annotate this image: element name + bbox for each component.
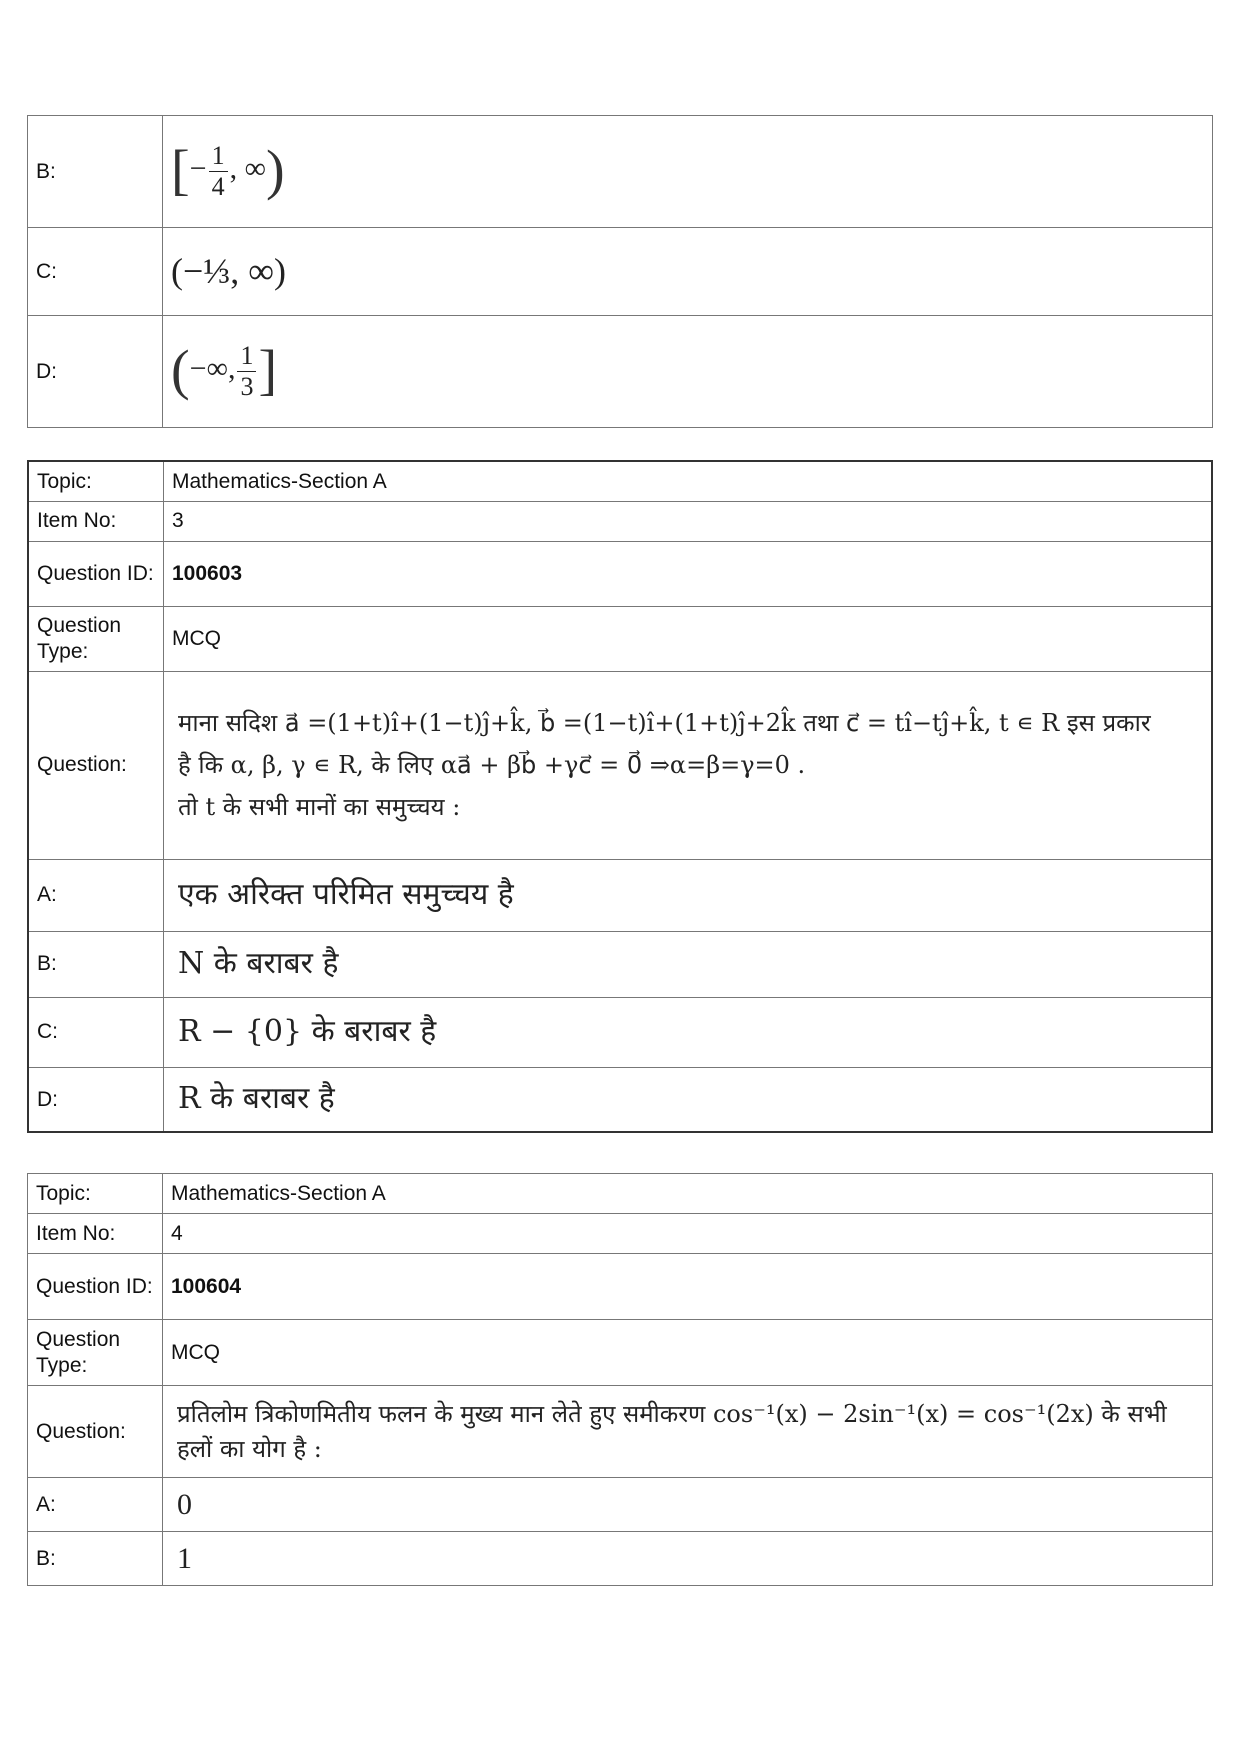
prev-question-options-table [27, 115, 1213, 428]
question-label: Question: [28, 671, 164, 859]
option-row-d [28, 316, 1213, 428]
interval-expression: (−⅓, ∞) [171, 250, 286, 291]
question-type-value: MCQ [163, 1320, 1213, 1386]
topic-label: Topic: [28, 461, 164, 501]
option-value: N के बराबर है [164, 931, 1213, 997]
question-row [28, 671, 1212, 859]
topic-label: Topic: [28, 1174, 163, 1214]
item-value: 3 [164, 501, 1213, 541]
question-type-row [28, 1320, 1213, 1386]
option-row-c [28, 228, 1213, 316]
option-row-d [28, 1067, 1212, 1132]
question-id-value: 100603 [164, 541, 1213, 606]
question-line: है कि α, β, γ ∊ R, के लिए αa⃗ + βb⃗ +γc⃗ = 0⃗ ⇒α=β=γ=0 . [178, 751, 806, 779]
option-value: 0 [163, 1478, 1213, 1532]
question-type-value: MCQ [164, 606, 1213, 671]
option-label: A: [28, 1478, 163, 1532]
interval-expression: (−∞, $\frac{1}{3}$ ] [171, 339, 278, 402]
topic-value: Mathematics-Section A [164, 461, 1213, 501]
option-value [163, 228, 1213, 316]
item-value: 4 [163, 1214, 1213, 1254]
question-type-row [28, 606, 1212, 671]
option-row-b [28, 1532, 1213, 1586]
option-row-b [28, 116, 1213, 228]
question-id-row [28, 1254, 1213, 1320]
question-type-label: Question Type: [28, 1320, 163, 1386]
option-label: D: [28, 316, 163, 428]
item-row [28, 501, 1212, 541]
option-row-a [28, 1478, 1213, 1532]
option-label: C: [28, 228, 163, 316]
item-row [28, 1214, 1213, 1254]
question-row [28, 1386, 1213, 1478]
question-3-table [27, 460, 1213, 1133]
item-label: Item No: [28, 1214, 163, 1254]
question-id-value: 100604 [163, 1254, 1213, 1320]
option-label: B: [28, 116, 163, 228]
option-row-a [28, 859, 1212, 931]
option-label: B: [28, 931, 164, 997]
question-4-table [27, 1173, 1213, 1586]
option-row-c [28, 997, 1212, 1067]
option-value [163, 316, 1213, 428]
option-value: R − {0} के बराबर है [164, 997, 1213, 1067]
question-line: प्रतिलोम त्रिकोणमितीय फलन के मुख्य मान लेते हुए समीकरण cos⁻¹(x) − 2sin⁻¹(x) = cos⁻¹(2x) के सभी [177, 1399, 1167, 1428]
question-type-label: Question Type: [28, 606, 164, 671]
question-id-row [28, 541, 1212, 606]
question-line: तो t के सभी मानों का समुच्चय : [178, 793, 461, 821]
question-line: हलों का योग है : [177, 1434, 322, 1463]
option-row-b [28, 931, 1212, 997]
question-text [164, 671, 1213, 859]
option-label: C: [28, 997, 164, 1067]
interval-expression: [− $\frac{1}{4}$ , ∞) [171, 139, 285, 202]
option-value: R के बराबर है [164, 1067, 1213, 1132]
option-value: 1 [163, 1532, 1213, 1586]
option-label: D: [28, 1067, 164, 1132]
question-line: माना सदिश a⃗ =(1+t)î+(1−t)ĵ+k̂, b⃗ =(1−t)î+(1+t)ĵ+2k̂ तथा c⃗ = tî−tĵ+k̂, t ∊ R इस प्रकार [178, 709, 1151, 737]
question-id-label: Question ID: [28, 1254, 163, 1320]
option-value: एक अरिक्त परिमित समुच्चय है [164, 859, 1213, 931]
question-id-label: Question ID: [28, 541, 164, 606]
topic-row [28, 461, 1212, 501]
option-label: A: [28, 859, 164, 931]
fraction: $\frac{1}{4}$ [209, 141, 228, 202]
fraction: $\frac{1}{3}$ [237, 341, 256, 402]
topic-row [28, 1174, 1213, 1214]
option-label: B: [28, 1532, 163, 1586]
question-label: Question: [28, 1386, 163, 1478]
option-value [163, 116, 1213, 228]
question-text [163, 1386, 1213, 1478]
item-label: Item No: [28, 501, 164, 541]
topic-value: Mathematics-Section A [163, 1174, 1213, 1214]
